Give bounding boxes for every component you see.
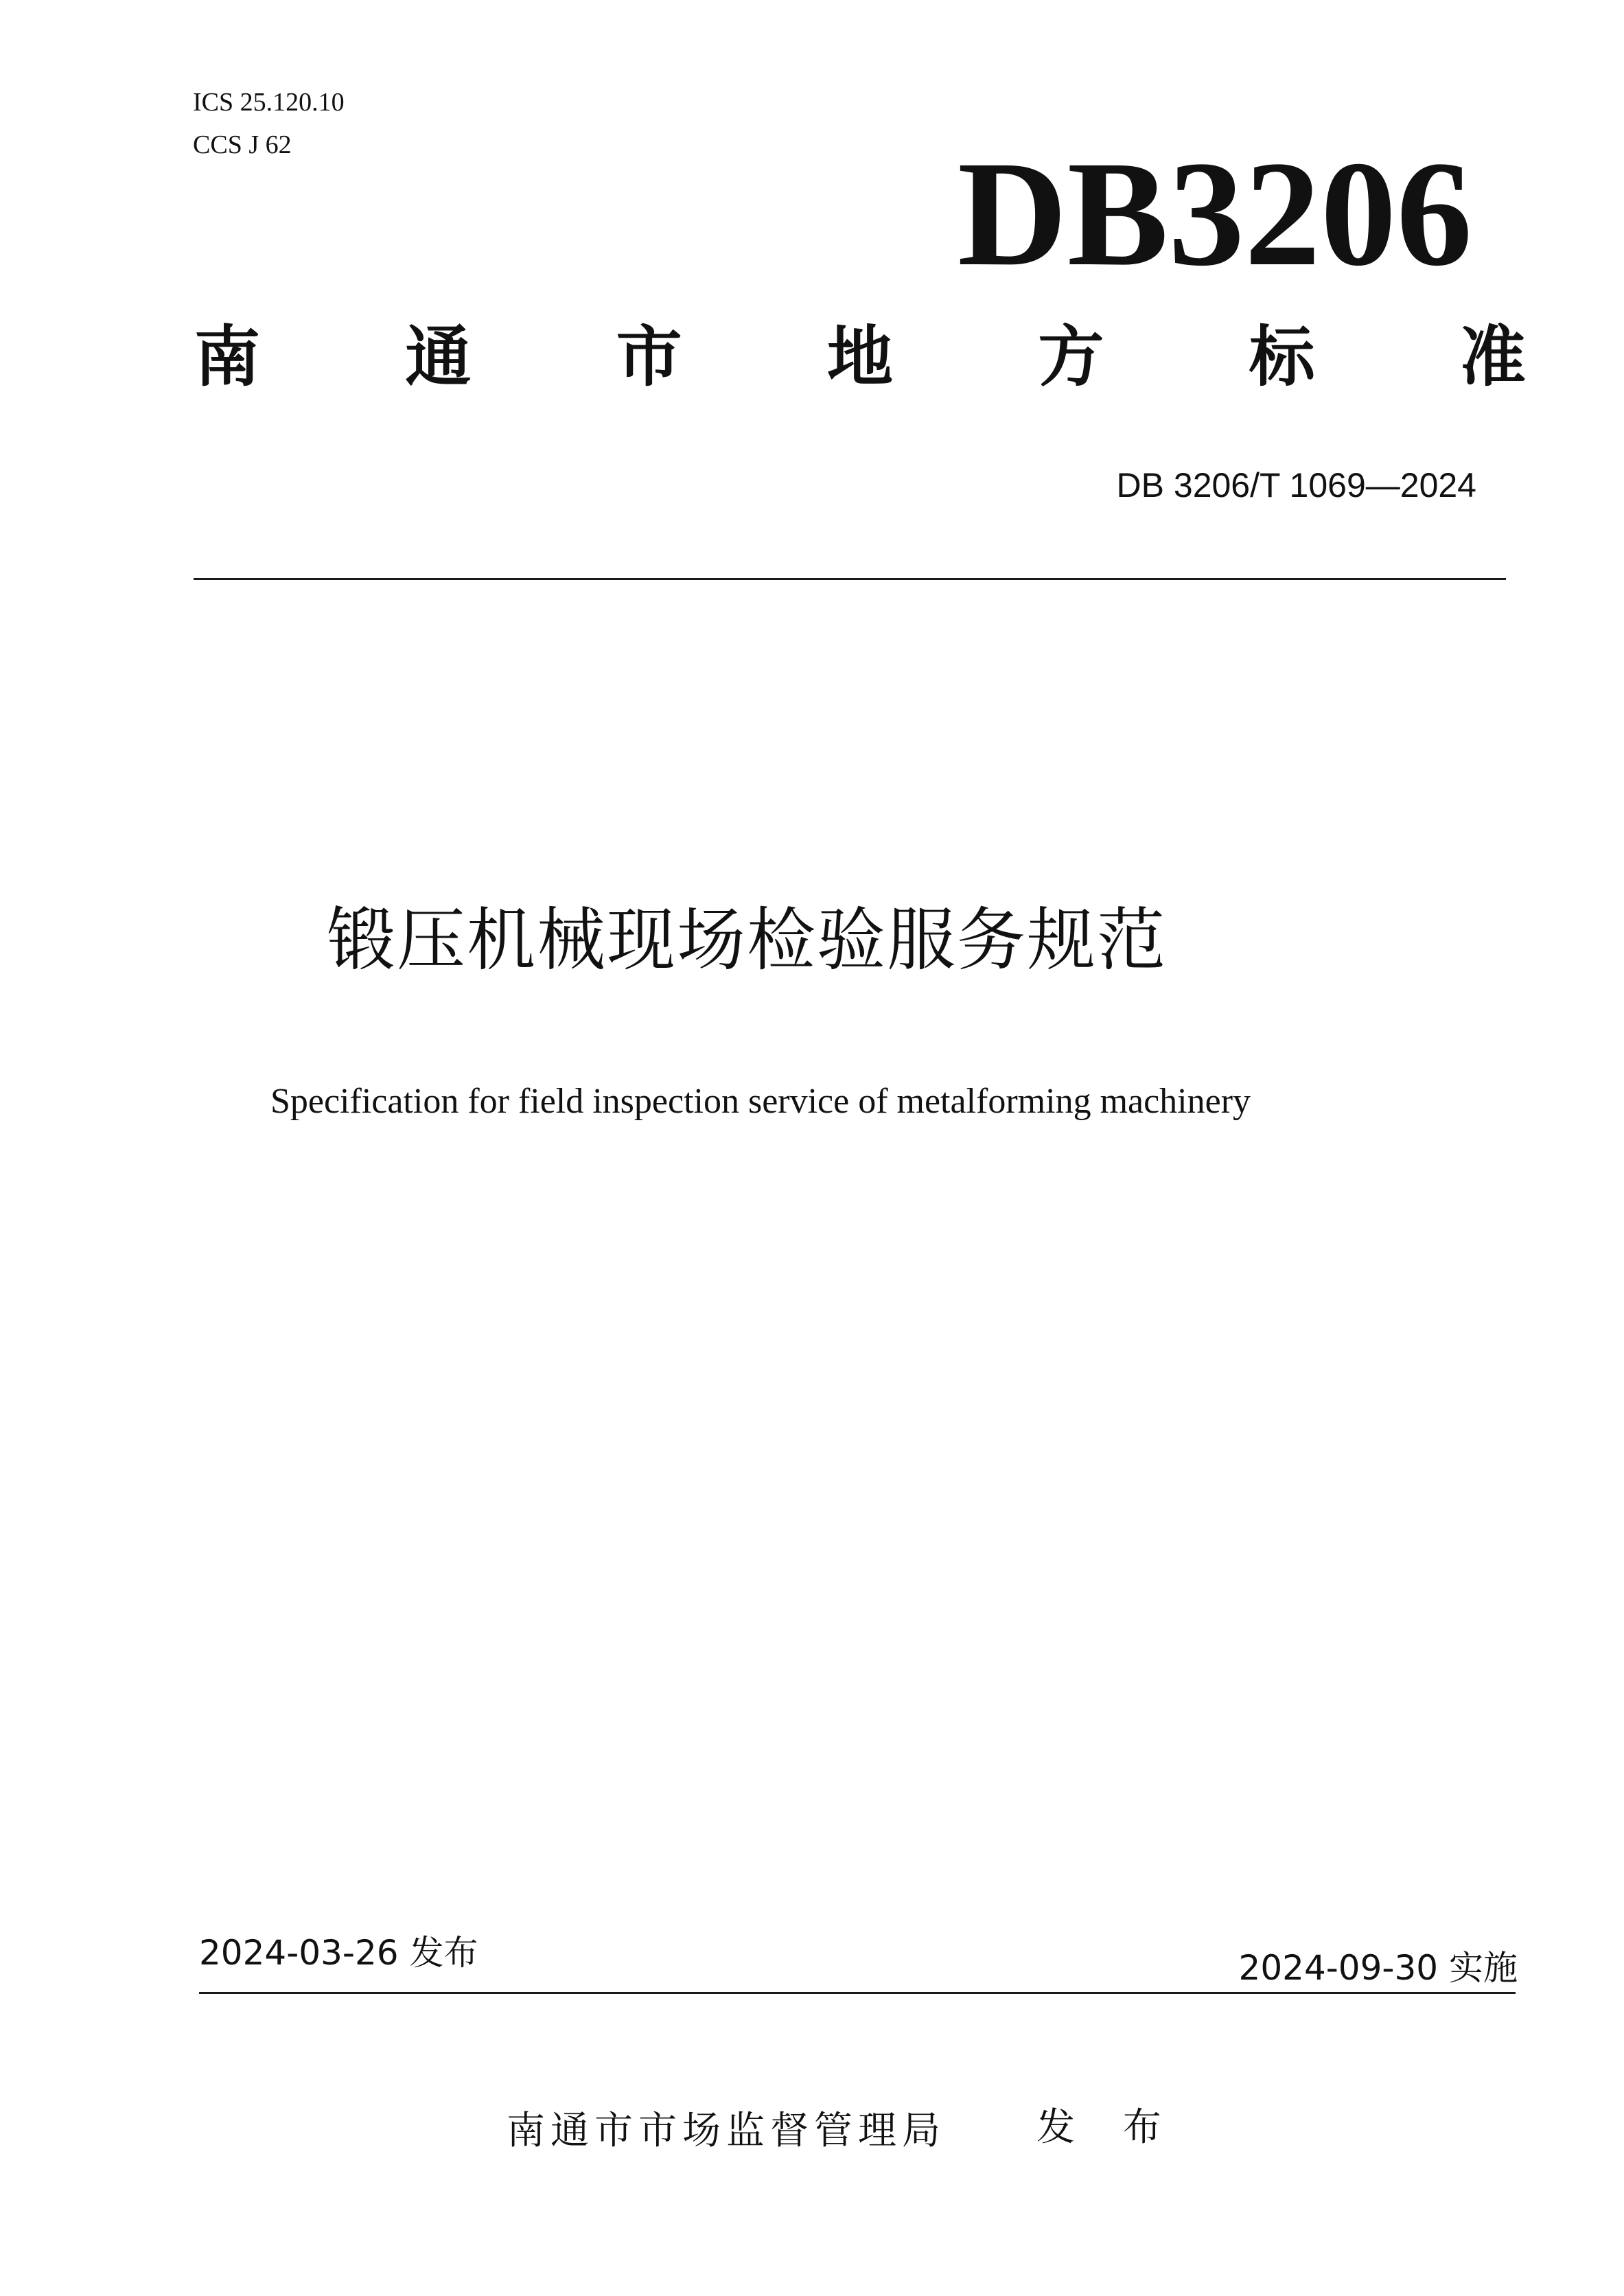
standard-type-char: 标: [1249, 318, 1315, 395]
standard-type-char: 方: [1038, 318, 1104, 395]
document-title-en: Specification for field inspection service of metalforming machinery: [270, 1082, 1251, 1121]
effective-date: 2024-09-30 实施: [1238, 1948, 1518, 1988]
footer-divider: [199, 1992, 1516, 1994]
publish-date: 2024-03-26 发布: [199, 1933, 478, 1973]
db-logo-graphic: [958, 127, 1479, 285]
ics-code: ICS 25.120.10: [193, 88, 345, 117]
document-title-zh: 锻压机械现场检验服务规范: [327, 900, 1167, 980]
header-divider: [194, 578, 1506, 580]
standard-type-char: 准: [1459, 318, 1526, 395]
standard-type-char: 通: [405, 318, 472, 395]
standard-type-title: [194, 312, 1526, 402]
standard-type-char: 市: [616, 318, 682, 395]
standard-number: DB 3206/T 1069—2024: [1116, 466, 1476, 505]
classification-codes: [193, 81, 345, 166]
standard-type-char: 南: [194, 318, 260, 395]
issue-action: 发 布: [1036, 2105, 1179, 2150]
standard-type-char: 地: [826, 318, 893, 395]
ccs-code: CCS J 62: [193, 130, 292, 159]
db-logo-text: DB3206: [958, 130, 1472, 285]
db-logo: [958, 127, 1479, 285]
issuing-authority: 南通市市场监督管理局: [507, 2109, 946, 2153]
